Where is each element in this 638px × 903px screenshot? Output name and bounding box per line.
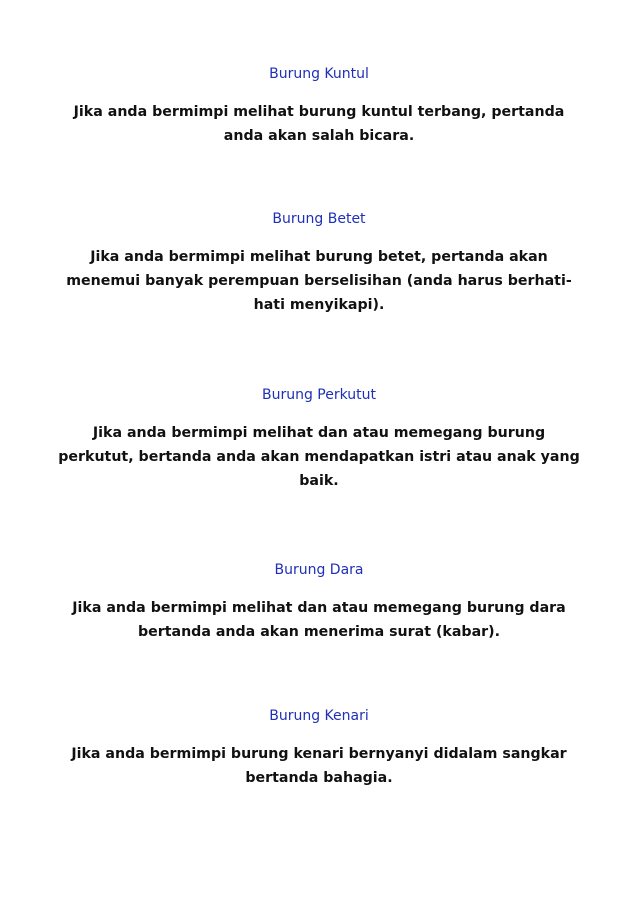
entry-title: Burung Kenari [269, 708, 369, 724]
entry-description: Jika anda bermimpi melihat burung kuntul terbang, pertanda anda akan salah bicara. [73, 104, 565, 144]
entry-description: Jika anda bermimpi burung kenari bernyanyi didalam sangkar bertanda bahagia. [71, 746, 567, 786]
entry-burung-kuntul [54, 64, 584, 148]
entry-description: Jika anda bermimpi melihat dan atau memegang burung dara bertanda anda akan menerima surat (kabar). [72, 600, 566, 640]
entry-burung-kenari [54, 706, 584, 790]
entry-description: Jika anda bermimpi melihat burung betet, pertanda akan menemui banyak perempuan berselisihan (anda harus berhati-hati menyikapi). [66, 249, 572, 313]
entry-title: Burung Dara [274, 562, 364, 578]
entry-burung-perkutut [54, 385, 584, 493]
entry-title: Burung Kuntul [269, 66, 369, 82]
entry-title: Burung Betet [272, 211, 366, 227]
entry-burung-betet [54, 209, 584, 317]
entry-description: Jika anda bermimpi melihat dan atau memegang burung perkutut, bertanda anda akan mendapatkan istri atau anak yang baik. [58, 425, 580, 489]
entry-title: Burung Perkutut [261, 387, 377, 403]
entry-burung-dara [54, 560, 584, 644]
